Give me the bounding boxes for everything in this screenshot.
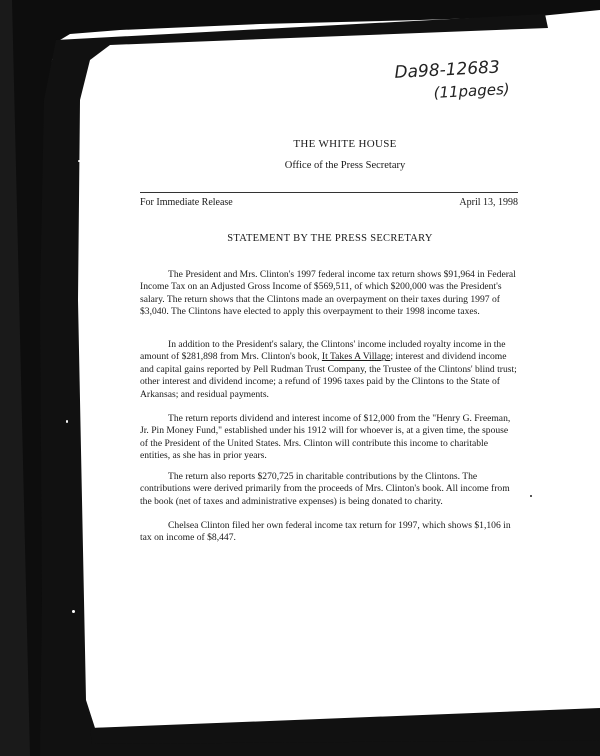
release-label: For Immediate Release [140,197,233,208]
org-heading: THE WHITE HOUSE [293,138,397,150]
book-title: It Takes A Village [321,351,391,363]
scan-speck [66,420,68,423]
paragraph-tax-return: The President and Mrs. Clinton's 1997 federal income tax return shows $91,964 in Federal Income Tax on an Adjusted Gross Income of $569,511, of which $200,000 was the President's salary. The return shows that the Clintons made an overpayment on their taxes during 1997 of $3,040. The Clintons have elected to apply this overpayment to their 1998 income taxes. [140,269,516,318]
paragraph-income [140,339,518,401]
scan-speck [72,610,75,613]
office-heading: Office of the Press Secretary [284,160,406,171]
release-date: April 13, 1998 [459,197,518,208]
scan-speck [530,495,532,497]
handwritten-case-number: Da98-12683 [394,57,501,83]
paragraph-income-part2: ; interest and dividend income and capital gains reported by Pell Rudman Trust Company, the Trustee of the Clintons' blind trust; other interest and dividend income; a refund of 1996 taxes paid by the Clintons to the State of Arkansas; and residual payments. [140,351,517,400]
paragraph-charitable: The return also reports $270,725 in charitable contributions by the Clintons. The contributions were derived primarily from the proceeds of Mrs. Clinton's book. All income from the book (net of taxes and administrative expenses) is being donated to charity. [140,471,510,507]
paragraph-chelsea: Chelsea Clinton filed her own federal income tax return for 1997, which shows $1,106 in tax on income of $8,447. [140,520,511,544]
statement-title: STATEMENT BY THE PRESS SECRETARY [227,233,433,244]
paragraph-income-part1: In addition to the President's salary, the Clintons' income included royalty income in the amount of $281,898 from Mrs. Clinton's book, [140,339,506,363]
paragraph-pin-money-fund: The return reports dividend and interest income of $12,000 from the "Henry G. Freeman, Jr. Pin Money Fund," established under his 1912 will for whoever is, at a given time, the spouse of the President of the United States. Mrs. Clinton will contribute this income to charitable entities, as she has in prior years. [140,413,511,462]
header-divider [140,192,518,193]
handwritten-page-count: (11pages) [433,79,511,102]
handwritten-note [394,54,546,106]
